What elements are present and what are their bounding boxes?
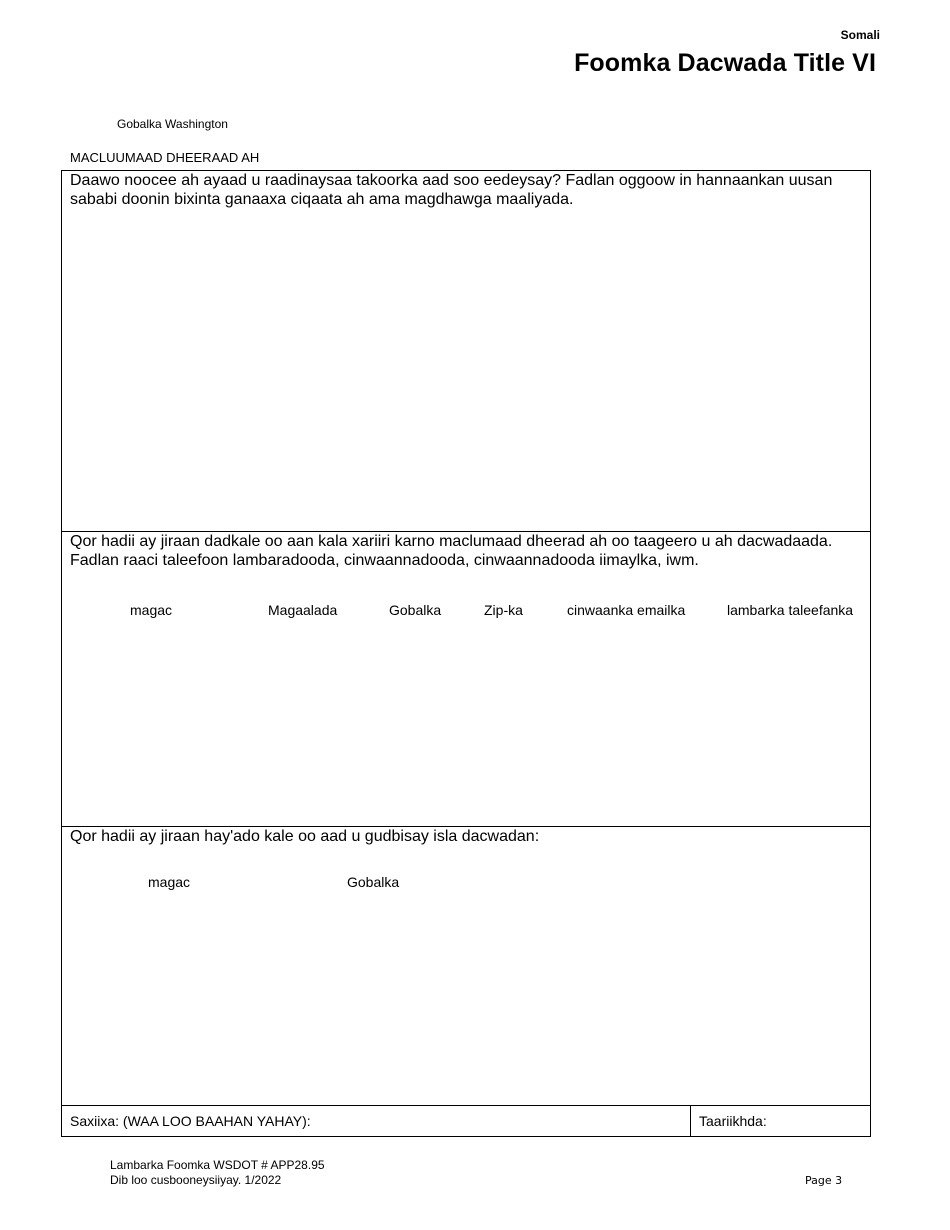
signature-field[interactable]: Saxiixa: (WAA LOO BAAHAN YAHAY):	[70, 1113, 311, 1129]
column-header-email: cinwaanka emailka	[567, 602, 686, 618]
page-number: Page 3	[805, 1174, 843, 1187]
section-title: MACLUUMAAD DHEERAAD AH	[70, 150, 260, 165]
relief-sought-prompt: Daawo noocee ah ayaad u raadinaysaa takoorka aad soo eedeysay? Fadlan oggoow in hannaankan uusan sababi doonin bixinta ganaaxa ciqaata ah ama magdhawga maaliyada.	[70, 172, 833, 208]
signature-divider	[690, 1106, 691, 1136]
revision-date: Dib loo cusbooneysiiyay. 1/2022	[110, 1173, 282, 1187]
other-agencies-field[interactable]	[61, 826, 871, 1106]
relief-sought-field[interactable]	[61, 170, 871, 532]
column-header-zip: Zip-ka	[484, 602, 523, 618]
language-label: Somali	[840, 28, 880, 42]
other-agencies-prompt: Qor hadii ay jiraan hay'ado kale oo aad u gudbisay isla dacwadan:	[70, 828, 540, 845]
witnesses-prompt: Qor hadii ay jiraan dadkale oo aan kala xariiri karno maclumaad dheerad ah oo taageero u ah dacwadaada. Fadlan raaci taleefoon lambaradooda, cinwaannadooda, cinwaannadooda iimaylka, iwm.	[70, 533, 833, 569]
column-header-name: magac	[130, 602, 173, 618]
column-header-phone: lambarka taleefanka	[727, 602, 854, 618]
state-label: Gobalka Washington	[117, 117, 228, 131]
column-header-state: Gobalka	[389, 602, 442, 618]
column-header-name: magac	[148, 874, 191, 890]
column-header-state: Gobalka	[347, 874, 400, 890]
signature-row	[61, 1105, 871, 1137]
date-field[interactable]: Taariikhda:	[699, 1113, 767, 1129]
form-number: Lambarka Foomka WSDOT # APP28.95	[110, 1158, 325, 1172]
page-title: Foomka Dacwada Title VI	[574, 49, 876, 77]
column-header-city: Magaalada	[268, 602, 338, 618]
witnesses-field[interactable]	[61, 531, 871, 827]
